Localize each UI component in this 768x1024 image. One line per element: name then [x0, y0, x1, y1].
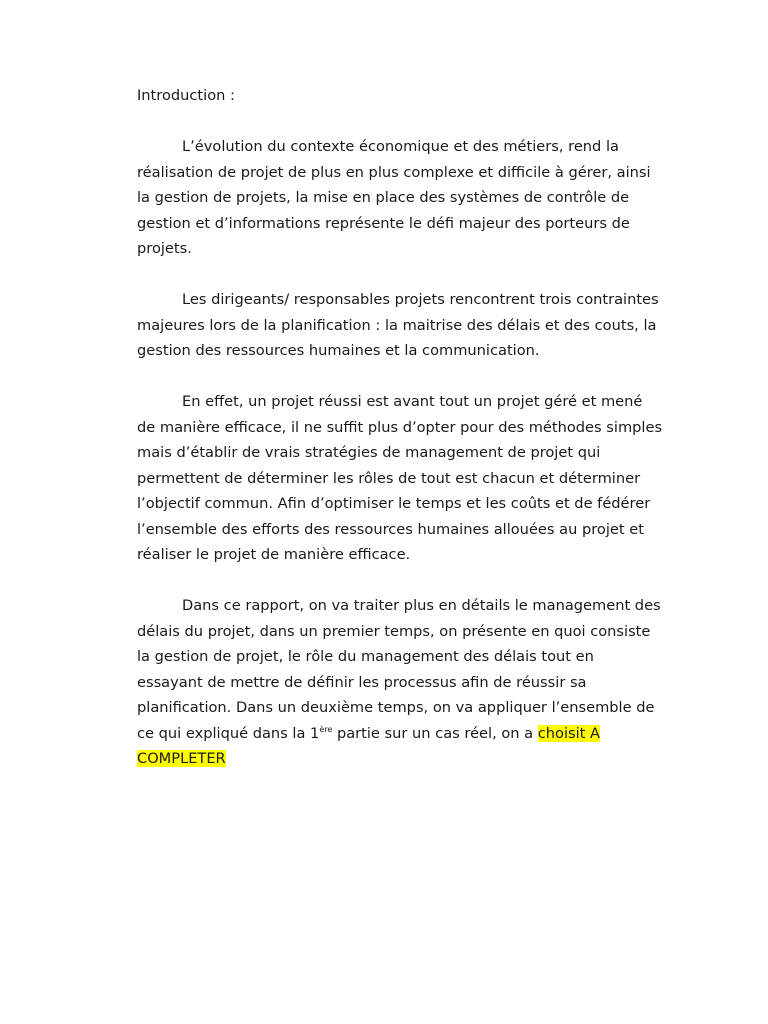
line-text: partie sur un cas réel, on a — [332, 724, 538, 742]
paragraph-line: planification. Dans un deuxième temps, on va appliquer l’ensemble de — [137, 699, 655, 716]
paragraph-3 — [137, 389, 697, 568]
paragraph-line: délais du projet, dans un premier temps, on présente en quoi consiste — [137, 622, 651, 640]
paragraph-line: de manière efficace, il ne suffit plus d’opter pour des méthodes simples — [137, 418, 663, 436]
paragraph-line: mais d’établir de vrais stratégies de management de projet qui — [137, 444, 601, 461]
introduction-heading: Introduction : — [137, 87, 235, 104]
line-text: ce qui expliqué dans la 1 — [137, 724, 320, 742]
paragraph-2 — [137, 287, 697, 364]
paragraph-line: Dans ce rapport, on va traiter plus en détails le management des — [182, 597, 661, 614]
paragraph-line: réaliser le projet de manière efficace. — [137, 546, 411, 563]
paragraph-line: permettent de déterminer les rôles de tout est chacun et déterminer — [137, 469, 641, 487]
paragraph-line: gestion des ressources humaines et la communication. — [137, 342, 540, 359]
paragraph-line: réalisation de projet de plus en plus complexe et difficile à gérer, ainsi — [137, 163, 651, 181]
paragraph-line: majeures lors de la planification : la maitrise des délais et des couts, la — [137, 316, 657, 334]
superscript-text: ère — [319, 724, 333, 734]
paragraph-line: projets. — [137, 240, 192, 257]
paragraph-line: L’évolution du contexte économique et des métiers, rend la — [182, 138, 619, 155]
paragraph-line-with-highlight — [137, 721, 697, 747]
paragraph-line: la gestion de projets, la mise en place des systèmes de contrôle de — [137, 189, 630, 206]
paragraph-1 — [137, 134, 697, 262]
document-body — [137, 83, 697, 797]
highlighted-text: COMPLETER — [137, 750, 226, 767]
paragraph-line: En effet, un projet réussi est avant tout un projet géré et mené — [182, 393, 643, 410]
paragraph-line: la gestion de projet, le rôle du management des délais tout en — [137, 648, 594, 665]
highlighted-text: choisit A — [537, 724, 601, 742]
paragraph-line: essayant de mettre de définir les processus afin de réussir sa — [137, 673, 587, 691]
paragraph-line: Les dirigeants/ responsables projets rencontrent trois contraintes — [182, 291, 659, 308]
paragraph-line: l’objectif commun. Afin d’optimiser le temps et les coûts et de fédérer — [137, 495, 651, 512]
paragraph-line: gestion et d’informations représente le défi majeur des porteurs de — [137, 214, 630, 232]
paragraph-line: l’ensemble des efforts des ressources humaines allouées au projet et — [137, 520, 644, 538]
paragraph-line-with-highlight — [137, 746, 697, 772]
paragraph-4 — [137, 593, 697, 772]
